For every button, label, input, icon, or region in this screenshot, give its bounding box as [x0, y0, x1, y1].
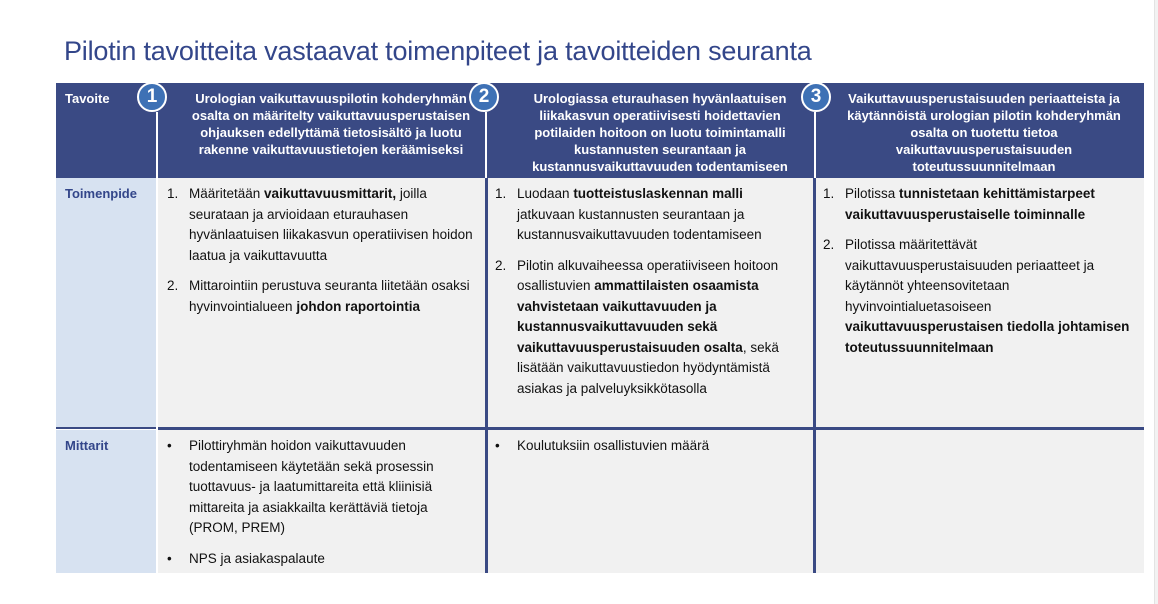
list-item-emphasis: vaikuttavuusperustaisen tiedolla johtamisen toteutussuunnitelmaan — [845, 319, 1130, 355]
header-label: Tavoite — [65, 91, 110, 106]
goal-1-header: Urologian vaikuttavuuspilotin kohderyhmän osalta on määritelty vaikuttavuusperustaisen ohjauksen edellyttämä tietosisältö ja luotu rakenne vaikuttavuustietojen keräämiseksi — [156, 83, 486, 178]
list-item-emphasis: vaikuttavuusmittarit, — [264, 186, 397, 201]
list-item-emphasis: tunnistetaan kehittämistarpeet vaikuttavuusperustaiselle toiminnalle — [845, 186, 1095, 222]
toimenpide-goal-3-cell — [814, 178, 1144, 428]
goal-3-number-badge: 3 — [801, 82, 831, 112]
list-item-text: NPS ja asiakaspalaute — [189, 550, 325, 566]
goals-table — [56, 83, 1144, 573]
list-item — [167, 549, 476, 570]
mittarit-goal-3-list — [814, 430, 1144, 436]
list-item-text: Pilotissa määritettävät vaikuttavuusperustaisuuden periaatteet ja käytännöt yhteensovitetaan hyvinvointialuetasoiseen — [845, 237, 1095, 314]
list-item-text: Koulutuksiin osallistuvien määrä — [517, 438, 710, 453]
list-item — [167, 436, 476, 539]
list-item — [823, 184, 1134, 225]
list-item-text: Luodaan — [517, 186, 574, 201]
mittarit-goal-1-cell — [158, 430, 486, 573]
page-title: Pilotin tavoitteita vastaavat toimenpiteet ja tavoitteiden seuranta — [64, 36, 812, 66]
list-marker: 1. — [495, 186, 507, 201]
list-item-text: jatkuvaan kustannusten seurantaan ja kustannusvaikuttavuuden todentamiseen — [517, 206, 762, 242]
list-item-emphasis: ammattilaisten osaamista vahvistetaan vaikuttavuuden ja kustannusvaikuttavuuden sekä vaikuttavuusperustaisuuden osalta — [517, 278, 759, 355]
mittarit-goal-1-list — [158, 430, 486, 569]
list-item-text: , sekä lisätään vaikuttavuustiedon hyödyntämistä asiakas ja palveluyksikkötasolla — [517, 339, 779, 396]
column-divider — [813, 178, 816, 573]
list-item-emphasis: tuotteistuslaskennan malli — [573, 186, 743, 201]
goal-1-number-badge: 1 — [137, 82, 167, 112]
list-marker: 2. — [823, 237, 835, 252]
list-item-text: Määritetään — [189, 186, 265, 201]
list-item-text: Pilottiryhmän hoidon vaikuttavuuden todentamiseen käytetään sekä prosessin tuottavuus- ja laatumittareita että kliinisiä mittareita ja asiakkailta kerättäviä tietoja (PROM, PREM) — [189, 438, 434, 535]
list-marker: 1. — [823, 186, 835, 201]
row-label-mittarit: Mittarit — [56, 430, 156, 573]
list-item — [495, 436, 804, 457]
list-marker: • — [167, 550, 172, 566]
toimenpide-goal-3-list — [814, 178, 1144, 358]
goal-3-header: Vaikuttavuusperustaisuuden periaatteista ja käytännöistä urologian pilotin kohderyhmän osalta on tuotettu tietoa vaikuttavuusperustaisuuden toteutussuunnitelmaan — [814, 83, 1144, 178]
list-item — [167, 184, 476, 266]
row-label-toimenpide: Toimenpide — [56, 178, 156, 428]
mittarit-goal-3-cell — [814, 430, 1144, 573]
toimenpide-goal-2-cell — [486, 178, 814, 428]
list-item — [167, 276, 476, 317]
toimenpide-goal-1-list — [158, 178, 486, 317]
goal-3-connector — [814, 112, 816, 178]
goal-1-connector — [156, 112, 158, 178]
list-item-text: Pilotissa — [845, 186, 900, 201]
list-item-emphasis: johdon raportointia — [296, 298, 421, 314]
toimenpide-goal-1-cell — [158, 178, 486, 428]
row-divider — [158, 427, 1144, 430]
list-marker: 2. — [495, 257, 507, 273]
list-item-text: Pilotin alkuvaiheessa operatiiviseen hoitoon osallistuvien — [517, 257, 779, 293]
goal-2-header: Urologiassa eturauhasen hyvänlaatuisen liikakasvun operatiivisesti hoidettavien potilaiden hoitoon on luotu toimintamalli kustannusten seurantaan ja kustannusvaikuttavuuden todentamiseen — [486, 83, 814, 178]
list-marker: 2. — [167, 278, 179, 293]
list-item-text: Mittarointiin perustuva seuranta liitetään osaksi hyvinvointialueen — [189, 278, 470, 314]
list-marker: • — [495, 438, 500, 453]
list-item-text: joilla seurataan ja arvioidaan eturauhasen hyvänlaatuisen liikakasvun operatiivisen hoidon laatua ja vaikuttavuutta — [189, 186, 473, 263]
column-divider — [485, 178, 488, 573]
mittarit-goal-2-list — [486, 430, 814, 457]
toimenpide-goal-2-list — [486, 178, 814, 399]
scrollbar[interactable] — [1154, 0, 1158, 604]
mittarit-goal-2-cell — [486, 430, 814, 573]
list-marker: • — [167, 438, 172, 453]
goal-2-connector — [485, 112, 487, 178]
row-divider — [56, 427, 156, 429]
list-item — [495, 256, 804, 400]
goal-2-number-badge: 2 — [469, 82, 499, 112]
list-item — [823, 235, 1134, 358]
list-item — [495, 184, 804, 246]
list-marker: 1. — [167, 186, 179, 201]
